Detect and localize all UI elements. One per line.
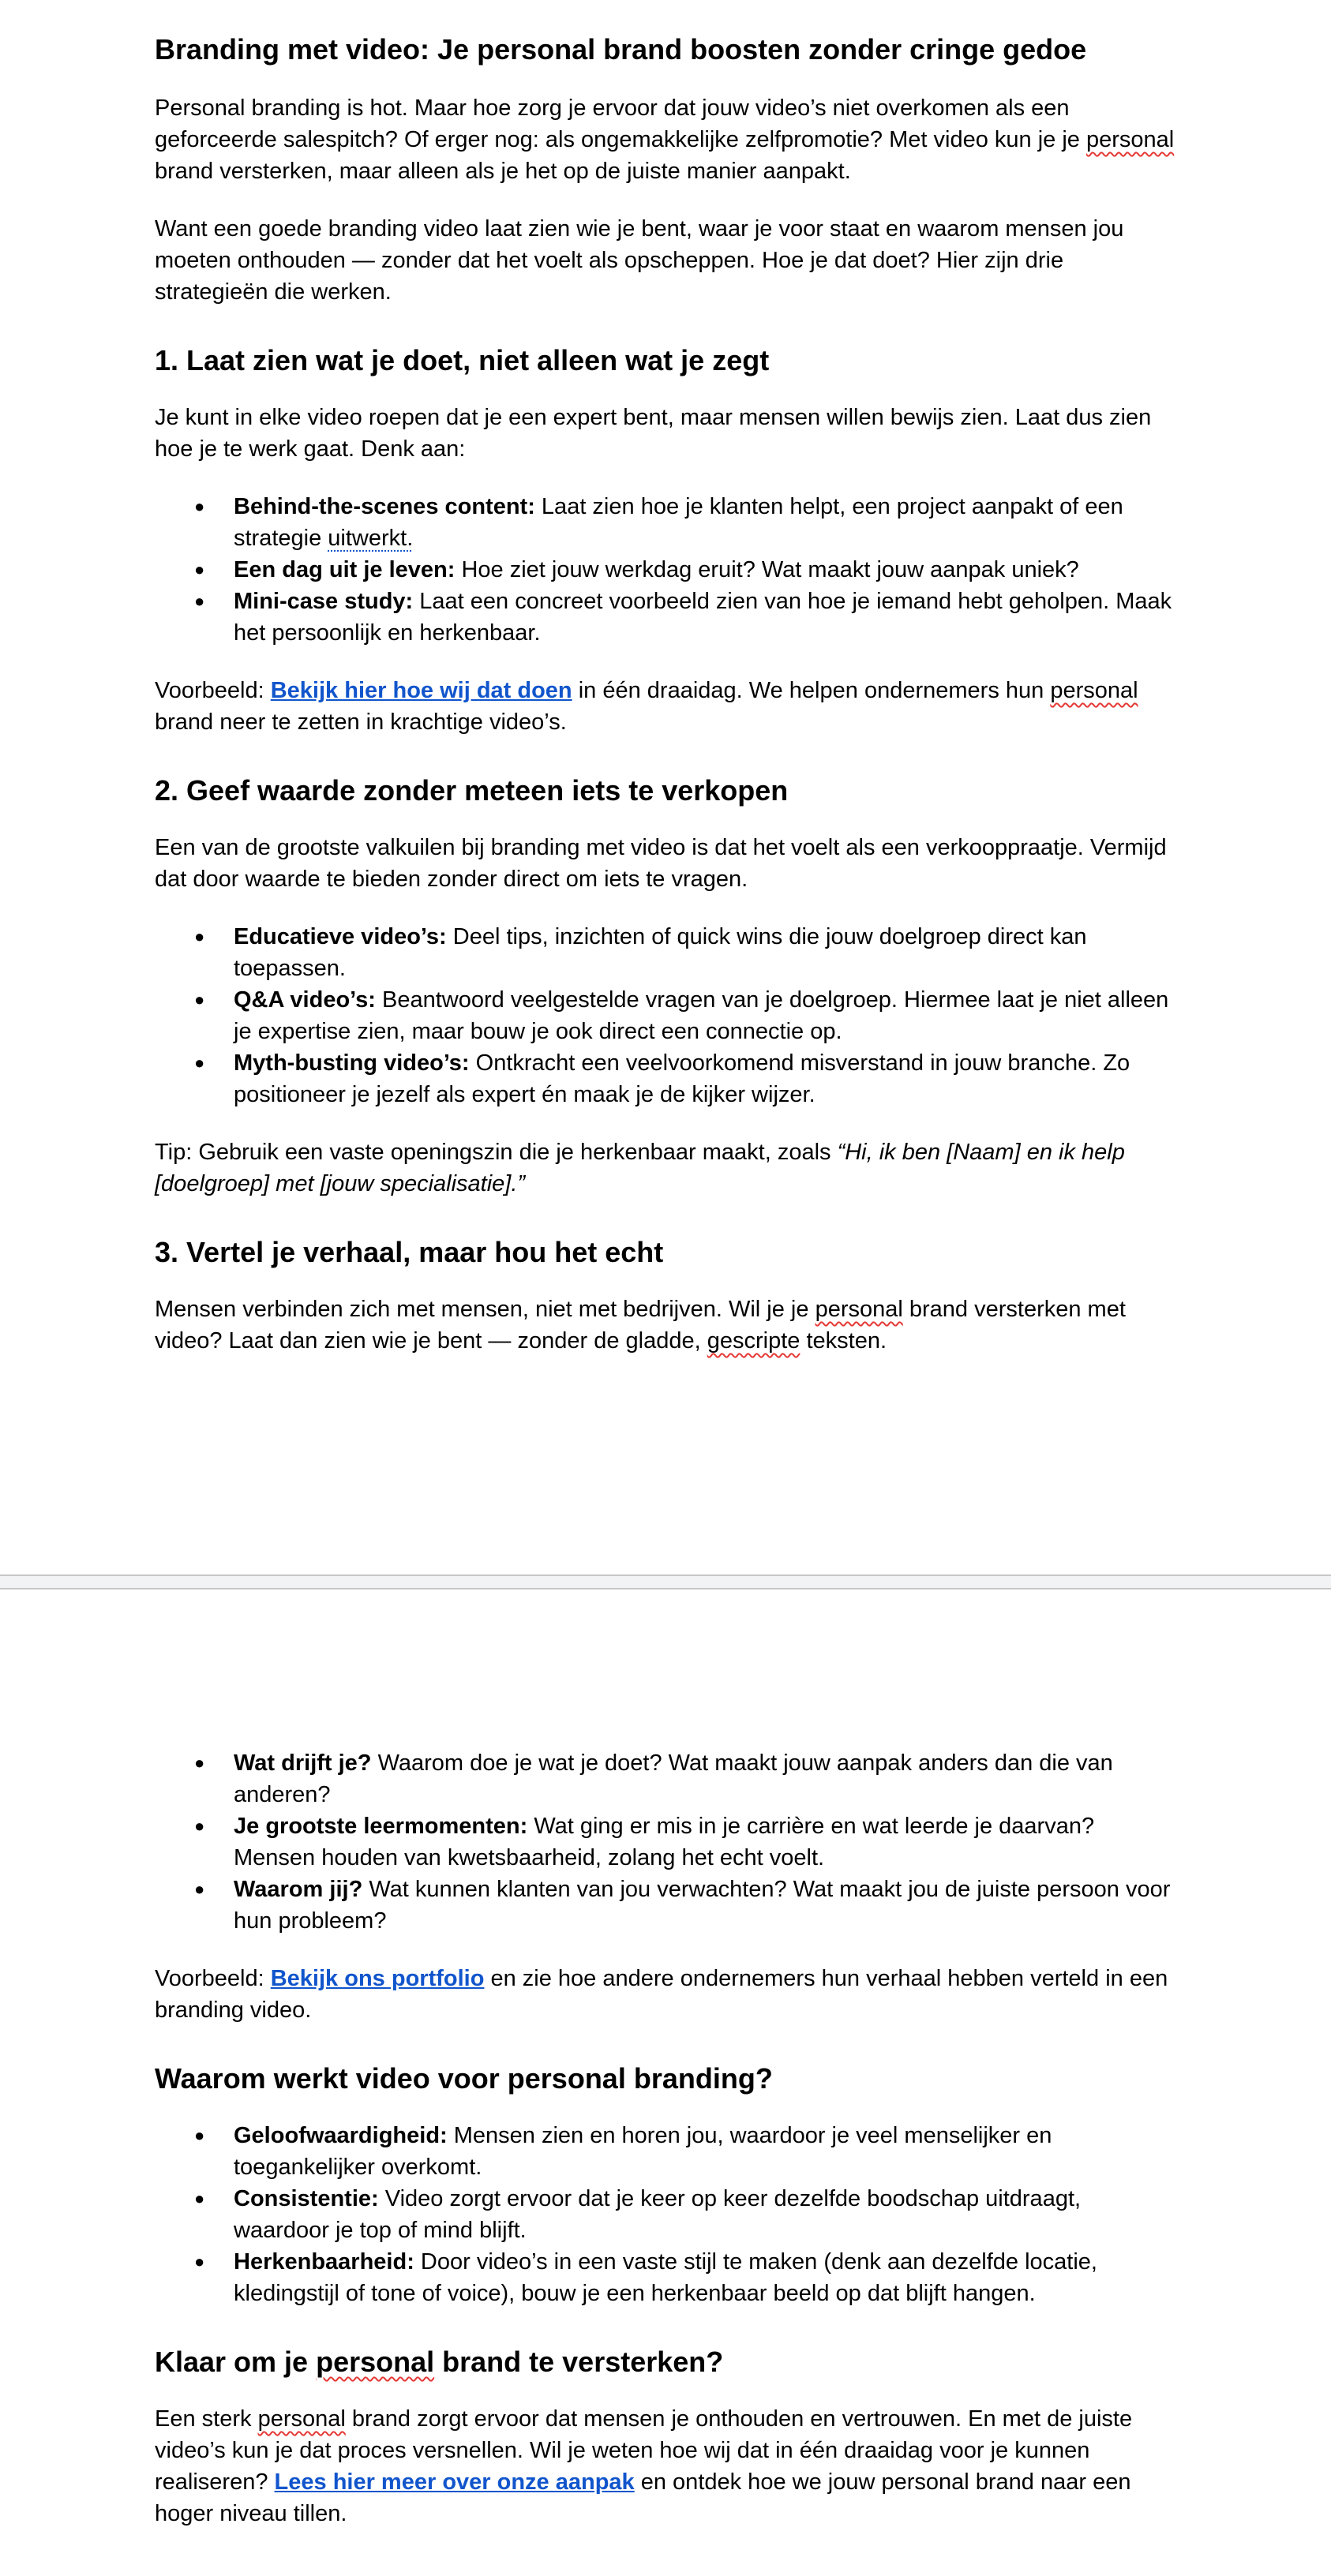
item-text: Waarom doe je wat je doet? Wat maakt jouw aanpak anders dan die van anderen?: [234, 1750, 1113, 1807]
list-item: [234, 1047, 1181, 1110]
tip-quote: “Hi, ik ben [Naam] en ik help [doelgroep] met [jouw specialisatie].”: [155, 1140, 1125, 1196]
spellcheck-word[interactable]: personal: [1050, 678, 1138, 703]
text-run: Voorbeeld:: [155, 678, 271, 703]
intro-paragraph-1: [155, 92, 1181, 187]
item-label: Educatieve video’s:: [234, 924, 447, 949]
text-run: Mensen verbinden zich met mensen, niet met bedrijven. Wil je je: [155, 1297, 815, 1322]
page-1-content: [155, 32, 1181, 1383]
spellcheck-word[interactable]: personal: [1085, 127, 1175, 152]
portfolio-link[interactable]: Bekijk ons portfolio: [270, 1966, 485, 1991]
text-run: Personal branding is hot. Maar hoe zorg je ervoor dat jouw video’s niet overkomen als een geforceerde salespitch? Of erger nog: als ongemakkelijke zelfpromotie? Met video kun je je: [155, 95, 1086, 152]
list-item: [234, 2120, 1181, 2183]
section-2-list: [155, 921, 1181, 1110]
text-run: brand versterken, maar alleen als je het op de juiste manier aanpakt.: [155, 159, 851, 184]
section-1-paragraph: Je kunt in elke video roepen dat je een expert bent, maar mensen willen bewijs zien. Laat dus zien hoe je te werk gaat. Denk aan:: [155, 405, 1152, 462]
section-5-heading: [155, 2344, 1181, 2379]
section-1-list: [155, 491, 1181, 649]
text-run: in één draaidag. We helpen ondernemers hun: [572, 678, 1051, 703]
section-1-example: [155, 675, 1181, 738]
section-3-heading: 3. Vertel je verhaal, maar hou het echt: [155, 1236, 664, 1268]
section-3-paragraph: [155, 1294, 1181, 1357]
item-label: Mini-case study:: [234, 589, 414, 614]
section-2-paragraph: Een van de grootste valkuilen bij branding met video is dat het voelt als een verkooppraatje. Vermijd dat door waarde te bieden zonder direct om iets te vragen.: [155, 835, 1167, 892]
item-label: Je grootste leermomenten:: [234, 1814, 528, 1839]
list-item: [234, 586, 1181, 649]
text-run: Een sterk: [155, 2406, 258, 2432]
document-page-2: [0, 1589, 1331, 2576]
item-text: Laat een concreet voorbeeld zien van hoe je iemand hebt geholpen. Maak het persoonlijk en herkenbaar.: [234, 589, 1172, 646]
list-item: [234, 2183, 1181, 2246]
text-run: teksten.: [800, 1328, 887, 1354]
item-label: Behind-the-scenes content:: [234, 494, 535, 519]
spellcheck-word[interactable]: personal: [316, 2346, 435, 2378]
text-run: brand versterken met video? Laat dan zien wie je bent — zonder de gladde,: [155, 1297, 1126, 1354]
section-3-example: [155, 1963, 1181, 2026]
aanpak-link[interactable]: Lees hier meer over onze aanpak: [274, 2469, 635, 2495]
list-item: [234, 554, 1181, 586]
text-run: brand zorgt ervoor dat mensen je onthouden en vertrouwen. En met de juiste video’s kun je dat proces versnellen. Wil je weten hoe wij dat in één draaidag voor je kunnen realiseren?: [155, 2406, 1133, 2495]
text-run: Tip: Gebruik een vaste openingszin die je herkenbaar maakt, zoals: [155, 1140, 838, 1165]
grammar-flag-word[interactable]: uitwerkt.: [328, 526, 414, 551]
intro-paragraph-2: Want een goede branding video laat zien wie je bent, waar je voor staat en waarom mensen jou moeten onthouden — zonder dat het voelt als opscheppen. Hoe je dat doet? Hier zijn drie strategieën die werken.: [155, 216, 1124, 305]
list-item: [234, 1747, 1181, 1810]
example-link-hoe-wij-dat-doen[interactable]: Bekijk hier hoe wij dat doen: [270, 678, 572, 703]
item-label: Wat drijft je?: [234, 1750, 372, 1776]
section-5-paragraph: [155, 2403, 1181, 2529]
section-4-list: [155, 2120, 1181, 2309]
list-item: [234, 2246, 1181, 2309]
section-3-list: [155, 1747, 1181, 1937]
item-label: Consistentie:: [234, 2186, 379, 2211]
item-text: Mensen zien en horen jou, waardoor je veel menselijker en toegankelijker overkomt.: [234, 2123, 1052, 2180]
text-run: brand te versterken?: [434, 2346, 724, 2378]
text-run: en ontdek hoe we jouw personal brand naar een hoger niveau tillen.: [155, 2469, 1131, 2526]
item-text: Wat kunnen klanten van jou verwachten? Wat maakt jou de juiste persoon voor hun probleem?: [234, 1877, 1171, 1934]
spellcheck-word[interactable]: gescripte: [707, 1328, 800, 1354]
section-4-heading: Waarom werkt video voor personal branding?: [155, 2062, 773, 2095]
list-item: [234, 491, 1181, 554]
list-item: [234, 984, 1181, 1047]
list-item: [234, 1874, 1181, 1937]
page-break: [0, 1574, 1331, 1589]
item-text: Video zorgt ervoor dat je keer op keer dezelfde boodschap uitdraagt, waardoor je top of mind blijft.: [234, 2186, 1082, 2243]
text-run: Voorbeeld:: [155, 1966, 271, 1991]
item-label: Myth-busting video’s:: [234, 1050, 470, 1076]
list-item: [234, 921, 1181, 984]
item-text: Wat ging er mis in je carrière en wat leerde je daarvan? Mensen houden van kwetsbaarheid, zolang het echt voelt.: [234, 1814, 1095, 1870]
text-run: en zie hoe andere ondernemers hun verhaal hebben verteld in een branding video.: [155, 1966, 1168, 2023]
item-label: Q&A video’s:: [234, 987, 376, 1013]
item-text: Door video’s in een vaste stijl te maken (denk aan dezelfde locatie, kledingstijl of tone of voice), bouw je een herkenbaar beeld op dat blijft hangen.: [234, 2249, 1097, 2306]
section-2-heading: 2. Geef waarde zonder meteen iets te verkopen: [155, 774, 789, 807]
item-label: Geloofwaardigheid:: [234, 2123, 448, 2148]
text-run: brand neer te zetten in krachtige video’s.: [155, 710, 567, 735]
document-title: Branding met video: Je personal brand boosten zonder cringe gedoe: [155, 33, 1087, 66]
item-text: Ontkracht een veelvoorkomend misverstand in jouw branche. Zo positioneer je jezelf als expert én maak je de kijker wijzer.: [234, 1050, 1130, 1107]
section-2-tip: [155, 1136, 1181, 1200]
item-text: Laat zien hoe je klanten helpt, een project aanpakt of een strategie: [234, 494, 1123, 551]
item-label: Waarom jij?: [234, 1877, 363, 1902]
text-run: Klaar om je: [155, 2346, 317, 2378]
item-text: Deel tips, inzichten of quick wins die jouw doelgroep direct kan toepassen.: [234, 924, 1087, 981]
item-label: Een dag uit je leven:: [234, 557, 456, 582]
item-text: Hoe ziet jouw werkdag eruit? Wat maakt jouw aanpak uniek?: [455, 557, 1079, 582]
spellcheck-word[interactable]: personal: [815, 1297, 903, 1322]
page-2-content: [155, 1747, 1181, 2555]
item-text: Beantwoord veelgestelde vragen van je doelgroep. Hiermee laat je niet alleen je expertise zien, maar bouw je ook direct een connectie op.: [234, 987, 1169, 1044]
list-item: [234, 1810, 1181, 1874]
section-1-heading: 1. Laat zien wat je doet, niet alleen wat je zegt: [155, 344, 770, 376]
spellcheck-word[interactable]: personal: [257, 2406, 346, 2432]
item-label: Herkenbaarheid:: [234, 2249, 414, 2275]
